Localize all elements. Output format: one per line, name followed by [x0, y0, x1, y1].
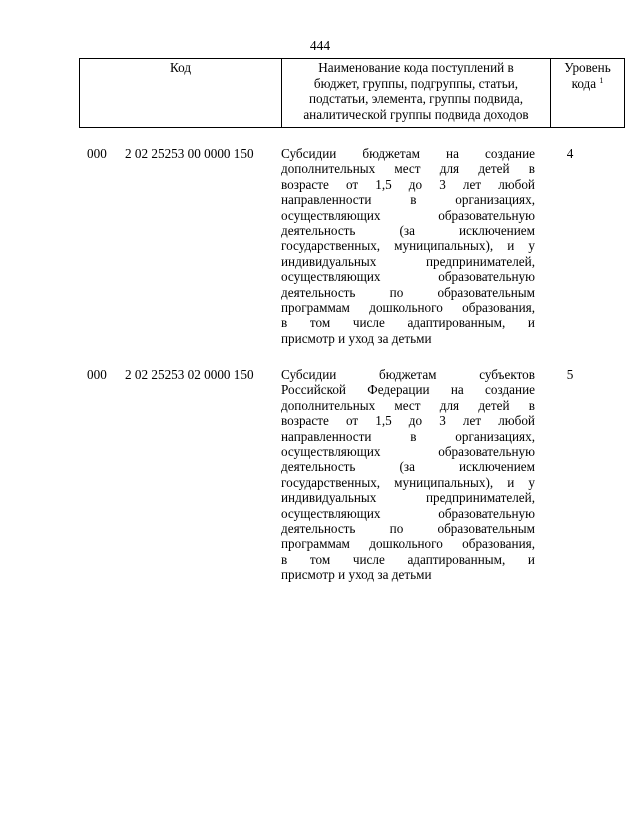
income-name-line: возрасте от 1,5 до 3 лет любой — [281, 176, 535, 192]
header-code-label: Код — [169, 60, 192, 75]
income-name-line: деятельность (за исключением — [281, 222, 535, 238]
header-level — [551, 59, 625, 128]
income-name-line: присмотр и уход за детьми — [281, 567, 432, 583]
income-name-line: присмотр и уход за детьми — [281, 330, 432, 346]
page-number: 444 — [309, 38, 331, 53]
footnote-marker: 1 — [599, 75, 604, 85]
income-name — [281, 146, 535, 346]
income-name-line: государственных, муниципальных), и у — [281, 238, 535, 254]
income-name-line: государственных, муниципальных), и у — [281, 474, 535, 490]
income-name-line: осуществляющих образовательную — [281, 269, 535, 285]
income-name-line: направленности в организациях, — [281, 428, 535, 444]
income-name-line: в том числе адаптированным, и — [281, 551, 535, 567]
income-name-line: дополнительных мест для детей в — [281, 397, 535, 413]
income-name-line: осуществляющих образовательную — [281, 207, 535, 223]
income-name-line: возрасте от 1,5 до 3 лет любой — [281, 413, 535, 429]
income-name-line: индивидуальных предпринимателей, — [281, 253, 535, 269]
budget-code: 2 02 25253 00 0000 150 — [125, 146, 254, 161]
header-name-line: аналитической группы подвида доходов — [303, 106, 529, 122]
income-name-line: программам дошкольного образования, — [281, 299, 535, 315]
income-name-line: осуществляющих образовательную — [281, 505, 535, 521]
income-name-line: Субсидии бюджетам на создание — [281, 146, 535, 161]
income-name — [281, 367, 535, 582]
header-code — [80, 59, 282, 128]
code-level: 4 — [566, 146, 574, 161]
budget-code: 2 02 25253 02 0000 150 — [125, 367, 254, 382]
table-header — [79, 58, 625, 128]
income-name-line: дополнительных мест для детей в — [281, 161, 535, 177]
header-name — [282, 59, 551, 128]
header-name-line: Наименование кода поступлений в — [318, 60, 514, 75]
header-name-line: бюджет, группы, подгруппы, статьи, — [313, 75, 519, 91]
header-level-line-2: кода $^1$ — [571, 75, 604, 91]
income-name-line: деятельность по образовательным — [281, 284, 535, 300]
income-name-line: осуществляющих образовательную — [281, 443, 535, 459]
income-name-line: в том числе адаптированным, и — [281, 315, 535, 331]
admin-code: 000 — [87, 146, 107, 161]
income-name-line: деятельность по образовательным — [281, 520, 535, 536]
code-level: 5 — [566, 367, 574, 382]
income-name-line: Субсидии бюджетам субъектов — [281, 367, 535, 382]
income-name-line: программам дошкольного образования, — [281, 536, 535, 552]
header-name-line: подстатьи, элемента, группы подвида, — [309, 91, 523, 106]
admin-code: 000 — [87, 367, 107, 382]
income-name-line: деятельность (за исключением — [281, 459, 535, 475]
income-name-line: индивидуальных предпринимателей, — [281, 490, 535, 506]
income-name-line: направленности в организациях, — [281, 192, 535, 208]
header-level-line: Уровень — [564, 60, 611, 75]
income-name-line: Российской Федерации на создание — [281, 382, 535, 398]
